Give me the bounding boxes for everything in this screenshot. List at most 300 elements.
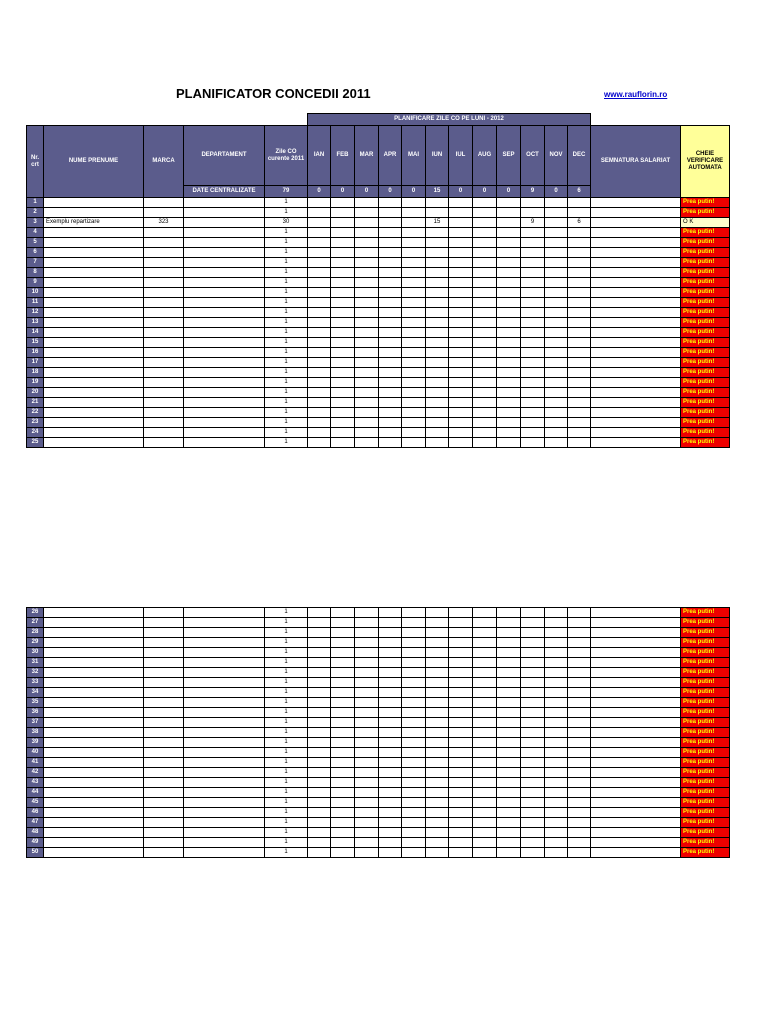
- semnatura-cell[interactable]: [591, 698, 681, 708]
- month-cell[interactable]: [521, 258, 545, 268]
- month-cell[interactable]: [449, 288, 473, 298]
- zile-co-cell[interactable]: 1: [265, 818, 308, 828]
- departament-cell[interactable]: [184, 358, 265, 368]
- semnatura-cell[interactable]: [591, 798, 681, 808]
- departament-cell[interactable]: [184, 418, 265, 428]
- month-cell[interactable]: [568, 748, 591, 758]
- month-cell[interactable]: [331, 708, 355, 718]
- zile-co-cell[interactable]: 1: [265, 758, 308, 768]
- marca-cell[interactable]: [144, 248, 184, 258]
- month-cell[interactable]: [402, 608, 426, 618]
- month-cell[interactable]: [402, 788, 426, 798]
- month-cell[interactable]: [331, 828, 355, 838]
- month-cell[interactable]: [355, 838, 379, 848]
- month-cell[interactable]: [473, 618, 497, 628]
- month-cell[interactable]: [308, 368, 331, 378]
- month-cell[interactable]: [545, 768, 568, 778]
- month-cell[interactable]: [521, 838, 545, 848]
- month-cell[interactable]: [497, 828, 521, 838]
- month-cell[interactable]: [308, 348, 331, 358]
- month-cell[interactable]: [402, 678, 426, 688]
- marca-cell[interactable]: [144, 748, 184, 758]
- zile-co-cell[interactable]: 1: [265, 278, 308, 288]
- name-cell[interactable]: [44, 248, 144, 258]
- month-cell[interactable]: [331, 688, 355, 698]
- month-cell[interactable]: [355, 628, 379, 638]
- month-cell[interactable]: [426, 338, 449, 348]
- month-cell[interactable]: [331, 298, 355, 308]
- month-cell[interactable]: [308, 678, 331, 688]
- month-cell[interactable]: [331, 328, 355, 338]
- month-cell[interactable]: [449, 778, 473, 788]
- month-cell[interactable]: [521, 728, 545, 738]
- month-cell[interactable]: [379, 438, 402, 448]
- name-cell[interactable]: [44, 348, 144, 358]
- month-cell[interactable]: [426, 778, 449, 788]
- zile-co-cell[interactable]: 1: [265, 708, 308, 718]
- month-cell[interactable]: [568, 388, 591, 398]
- month-cell[interactable]: [568, 198, 591, 208]
- marca-cell[interactable]: [144, 378, 184, 388]
- zile-co-cell[interactable]: 1: [265, 828, 308, 838]
- month-cell[interactable]: [402, 248, 426, 258]
- month-cell[interactable]: [331, 248, 355, 258]
- month-cell[interactable]: [568, 838, 591, 848]
- departament-cell[interactable]: [184, 388, 265, 398]
- month-cell[interactable]: [355, 358, 379, 368]
- month-cell[interactable]: [308, 808, 331, 818]
- month-cell[interactable]: [355, 798, 379, 808]
- month-cell[interactable]: [497, 438, 521, 448]
- month-cell[interactable]: [497, 288, 521, 298]
- zile-co-cell[interactable]: 1: [265, 288, 308, 298]
- month-cell[interactable]: [379, 378, 402, 388]
- month-cell[interactable]: [308, 668, 331, 678]
- month-cell[interactable]: [521, 288, 545, 298]
- name-cell[interactable]: [44, 608, 144, 618]
- month-cell[interactable]: [355, 248, 379, 258]
- marca-cell[interactable]: [144, 778, 184, 788]
- month-cell[interactable]: [355, 258, 379, 268]
- marca-cell[interactable]: [144, 238, 184, 248]
- month-cell[interactable]: [521, 398, 545, 408]
- month-cell[interactable]: [402, 428, 426, 438]
- month-cell[interactable]: [545, 438, 568, 448]
- month-cell[interactable]: [545, 318, 568, 328]
- zile-co-cell[interactable]: 1: [265, 778, 308, 788]
- month-cell[interactable]: [545, 838, 568, 848]
- month-cell[interactable]: [308, 758, 331, 768]
- month-cell[interactable]: [545, 788, 568, 798]
- month-cell[interactable]: [521, 738, 545, 748]
- month-cell[interactable]: [379, 798, 402, 808]
- month-cell[interactable]: [521, 368, 545, 378]
- month-cell[interactable]: [331, 758, 355, 768]
- month-cell[interactable]: [402, 698, 426, 708]
- month-cell[interactable]: [545, 238, 568, 248]
- month-cell[interactable]: [449, 798, 473, 808]
- month-cell[interactable]: [449, 678, 473, 688]
- month-cell[interactable]: [331, 618, 355, 628]
- month-cell[interactable]: [402, 708, 426, 718]
- month-cell[interactable]: [331, 768, 355, 778]
- month-cell[interactable]: [545, 328, 568, 338]
- semnatura-cell[interactable]: [591, 238, 681, 248]
- month-cell[interactable]: [473, 368, 497, 378]
- month-cell[interactable]: [473, 728, 497, 738]
- name-cell[interactable]: [44, 788, 144, 798]
- semnatura-cell[interactable]: [591, 628, 681, 638]
- month-cell[interactable]: [473, 668, 497, 678]
- month-cell[interactable]: [473, 278, 497, 288]
- month-cell[interactable]: [497, 628, 521, 638]
- month-cell[interactable]: [331, 718, 355, 728]
- month-cell[interactable]: [545, 728, 568, 738]
- name-cell[interactable]: [44, 338, 144, 348]
- month-cell[interactable]: [379, 848, 402, 858]
- month-cell[interactable]: [473, 208, 497, 218]
- month-cell[interactable]: [426, 688, 449, 698]
- month-cell[interactable]: [402, 398, 426, 408]
- zile-co-cell[interactable]: 1: [265, 628, 308, 638]
- name-cell[interactable]: [44, 438, 144, 448]
- departament-cell[interactable]: [184, 608, 265, 618]
- month-cell[interactable]: [568, 788, 591, 798]
- name-cell[interactable]: [44, 838, 144, 848]
- month-cell[interactable]: [402, 308, 426, 318]
- month-cell[interactable]: [331, 428, 355, 438]
- month-cell[interactable]: [545, 628, 568, 638]
- month-cell[interactable]: [568, 348, 591, 358]
- month-cell[interactable]: [426, 268, 449, 278]
- month-cell[interactable]: [497, 238, 521, 248]
- month-cell[interactable]: [473, 328, 497, 338]
- month-cell[interactable]: [308, 288, 331, 298]
- departament-cell[interactable]: [184, 378, 265, 388]
- month-cell[interactable]: [308, 258, 331, 268]
- month-cell[interactable]: [473, 628, 497, 638]
- month-cell[interactable]: [449, 348, 473, 358]
- month-cell[interactable]: [426, 258, 449, 268]
- name-cell[interactable]: [44, 798, 144, 808]
- marca-cell[interactable]: [144, 828, 184, 838]
- semnatura-cell[interactable]: [591, 228, 681, 238]
- month-cell[interactable]: [449, 248, 473, 258]
- month-cell[interactable]: [568, 658, 591, 668]
- marca-cell[interactable]: [144, 708, 184, 718]
- month-cell[interactable]: [355, 758, 379, 768]
- departament-cell[interactable]: [184, 348, 265, 358]
- month-cell[interactable]: [473, 408, 497, 418]
- month-cell[interactable]: [426, 708, 449, 718]
- month-cell[interactable]: [355, 708, 379, 718]
- marca-cell[interactable]: [144, 638, 184, 648]
- month-cell[interactable]: [379, 198, 402, 208]
- month-cell[interactable]: [331, 818, 355, 828]
- departament-cell[interactable]: [184, 818, 265, 828]
- month-cell[interactable]: [402, 818, 426, 828]
- month-cell[interactable]: [545, 228, 568, 238]
- month-cell[interactable]: [426, 818, 449, 828]
- month-cell[interactable]: [308, 748, 331, 758]
- month-cell[interactable]: [497, 808, 521, 818]
- month-cell[interactable]: [473, 438, 497, 448]
- month-cell[interactable]: [497, 798, 521, 808]
- month-cell[interactable]: [521, 708, 545, 718]
- month-cell[interactable]: [331, 378, 355, 388]
- departament-cell[interactable]: [184, 828, 265, 838]
- month-cell[interactable]: [521, 658, 545, 668]
- month-cell[interactable]: [521, 268, 545, 278]
- month-cell[interactable]: [568, 268, 591, 278]
- marca-cell[interactable]: [144, 618, 184, 628]
- name-cell[interactable]: [44, 318, 144, 328]
- marca-cell[interactable]: [144, 358, 184, 368]
- departament-cell[interactable]: [184, 758, 265, 768]
- month-cell[interactable]: [379, 228, 402, 238]
- departament-cell[interactable]: [184, 768, 265, 778]
- departament-cell[interactable]: [184, 408, 265, 418]
- month-cell[interactable]: [521, 428, 545, 438]
- month-cell[interactable]: [568, 318, 591, 328]
- zile-co-cell[interactable]: 1: [265, 418, 308, 428]
- departament-cell[interactable]: [184, 798, 265, 808]
- month-cell[interactable]: [497, 248, 521, 258]
- month-cell[interactable]: [497, 318, 521, 328]
- month-cell[interactable]: [497, 758, 521, 768]
- month-cell[interactable]: [379, 698, 402, 708]
- month-cell[interactable]: [473, 358, 497, 368]
- marca-cell[interactable]: [144, 418, 184, 428]
- semnatura-cell[interactable]: [591, 248, 681, 258]
- month-cell[interactable]: [449, 328, 473, 338]
- month-cell[interactable]: [545, 198, 568, 208]
- departament-cell[interactable]: [184, 338, 265, 348]
- month-cell[interactable]: [355, 728, 379, 738]
- name-cell[interactable]: [44, 748, 144, 758]
- name-cell[interactable]: [44, 278, 144, 288]
- month-cell[interactable]: [308, 388, 331, 398]
- month-cell[interactable]: [331, 198, 355, 208]
- month-cell[interactable]: [426, 428, 449, 438]
- month-cell[interactable]: [426, 358, 449, 368]
- month-cell[interactable]: [426, 678, 449, 688]
- month-cell[interactable]: [545, 658, 568, 668]
- departament-cell[interactable]: [184, 638, 265, 648]
- month-cell[interactable]: [497, 648, 521, 658]
- month-cell[interactable]: [426, 348, 449, 358]
- month-cell[interactable]: [379, 308, 402, 318]
- semnatura-cell[interactable]: [591, 758, 681, 768]
- month-cell[interactable]: [473, 638, 497, 648]
- month-cell[interactable]: [426, 718, 449, 728]
- zile-co-cell[interactable]: 1: [265, 748, 308, 758]
- month-cell[interactable]: [402, 798, 426, 808]
- month-cell[interactable]: [473, 748, 497, 758]
- month-cell[interactable]: [426, 248, 449, 258]
- month-cell[interactable]: [568, 398, 591, 408]
- name-cell[interactable]: [44, 228, 144, 238]
- month-cell[interactable]: [521, 818, 545, 828]
- month-cell[interactable]: [426, 328, 449, 338]
- semnatura-cell[interactable]: [591, 348, 681, 358]
- month-cell[interactable]: [545, 738, 568, 748]
- month-cell[interactable]: [568, 828, 591, 838]
- month-cell[interactable]: [308, 358, 331, 368]
- month-cell[interactable]: [379, 708, 402, 718]
- month-cell[interactable]: [379, 208, 402, 218]
- month-cell[interactable]: [379, 718, 402, 728]
- month-cell[interactable]: [331, 368, 355, 378]
- month-cell[interactable]: [402, 688, 426, 698]
- month-cell[interactable]: [355, 608, 379, 618]
- zile-co-cell[interactable]: 1: [265, 838, 308, 848]
- month-cell[interactable]: [545, 778, 568, 788]
- month-cell[interactable]: [379, 258, 402, 268]
- month-cell[interactable]: [497, 428, 521, 438]
- month-cell[interactable]: [473, 718, 497, 728]
- month-cell[interactable]: [308, 838, 331, 848]
- month-cell[interactable]: [568, 818, 591, 828]
- month-cell[interactable]: [402, 198, 426, 208]
- marca-cell[interactable]: [144, 348, 184, 358]
- month-cell[interactable]: [449, 298, 473, 308]
- month-cell[interactable]: [379, 608, 402, 618]
- month-cell[interactable]: [545, 818, 568, 828]
- month-cell[interactable]: [308, 608, 331, 618]
- month-cell[interactable]: [568, 208, 591, 218]
- zile-co-cell[interactable]: 1: [265, 698, 308, 708]
- month-cell[interactable]: [426, 638, 449, 648]
- month-cell[interactable]: [308, 728, 331, 738]
- name-cell[interactable]: [44, 698, 144, 708]
- month-cell[interactable]: [449, 378, 473, 388]
- marca-cell[interactable]: [144, 658, 184, 668]
- name-cell[interactable]: [44, 388, 144, 398]
- month-cell[interactable]: [308, 418, 331, 428]
- month-cell[interactable]: [521, 638, 545, 648]
- month-cell[interactable]: [497, 608, 521, 618]
- departament-cell[interactable]: [184, 398, 265, 408]
- month-cell[interactable]: [473, 378, 497, 388]
- marca-cell[interactable]: [144, 278, 184, 288]
- month-cell[interactable]: [355, 618, 379, 628]
- month-cell[interactable]: [568, 708, 591, 718]
- departament-cell[interactable]: [184, 218, 265, 228]
- month-cell[interactable]: [545, 248, 568, 258]
- name-cell[interactable]: [44, 658, 144, 668]
- month-cell[interactable]: [355, 848, 379, 858]
- month-cell[interactable]: [497, 678, 521, 688]
- month-cell[interactable]: [331, 638, 355, 648]
- name-cell[interactable]: [44, 758, 144, 768]
- month-cell[interactable]: [568, 228, 591, 238]
- month-cell[interactable]: [568, 768, 591, 778]
- month-cell[interactable]: [426, 838, 449, 848]
- month-cell[interactable]: [402, 808, 426, 818]
- marca-cell[interactable]: [144, 228, 184, 238]
- month-cell[interactable]: [331, 788, 355, 798]
- month-cell[interactable]: [308, 818, 331, 828]
- month-cell[interactable]: [473, 268, 497, 278]
- semnatura-cell[interactable]: [591, 338, 681, 348]
- zile-co-cell[interactable]: 1: [265, 788, 308, 798]
- month-cell[interactable]: [449, 808, 473, 818]
- semnatura-cell[interactable]: [591, 638, 681, 648]
- marca-cell[interactable]: [144, 288, 184, 298]
- month-cell[interactable]: [521, 358, 545, 368]
- semnatura-cell[interactable]: [591, 778, 681, 788]
- departament-cell[interactable]: [184, 258, 265, 268]
- month-cell[interactable]: [473, 828, 497, 838]
- month-cell[interactable]: [331, 418, 355, 428]
- month-cell[interactable]: [568, 438, 591, 448]
- month-cell[interactable]: [473, 608, 497, 618]
- month-cell[interactable]: [331, 678, 355, 688]
- semnatura-cell[interactable]: [591, 398, 681, 408]
- month-cell[interactable]: [308, 638, 331, 648]
- month-cell[interactable]: [402, 388, 426, 398]
- marca-cell[interactable]: [144, 408, 184, 418]
- month-cell[interactable]: [355, 328, 379, 338]
- month-cell[interactable]: [545, 298, 568, 308]
- month-cell[interactable]: [568, 378, 591, 388]
- name-cell[interactable]: [44, 258, 144, 268]
- month-cell[interactable]: [308, 218, 331, 228]
- name-cell[interactable]: [44, 728, 144, 738]
- month-cell[interactable]: [308, 408, 331, 418]
- month-cell[interactable]: [331, 278, 355, 288]
- month-cell[interactable]: [568, 248, 591, 258]
- month-cell[interactable]: [379, 218, 402, 228]
- month-cell[interactable]: [308, 398, 331, 408]
- month-cell[interactable]: [308, 278, 331, 288]
- month-cell[interactable]: [568, 628, 591, 638]
- marca-cell[interactable]: [144, 338, 184, 348]
- month-cell[interactable]: [449, 258, 473, 268]
- month-cell[interactable]: [473, 318, 497, 328]
- month-cell[interactable]: [449, 848, 473, 858]
- zile-co-cell[interactable]: 1: [265, 328, 308, 338]
- semnatura-cell[interactable]: [591, 658, 681, 668]
- semnatura-cell[interactable]: [591, 738, 681, 748]
- month-cell[interactable]: [355, 698, 379, 708]
- departament-cell[interactable]: [184, 248, 265, 258]
- month-cell[interactable]: [473, 768, 497, 778]
- semnatura-cell[interactable]: [591, 678, 681, 688]
- month-cell[interactable]: [473, 248, 497, 258]
- month-cell[interactable]: [426, 418, 449, 428]
- semnatura-cell[interactable]: [591, 848, 681, 858]
- zile-co-cell[interactable]: 1: [265, 428, 308, 438]
- month-cell[interactable]: [379, 288, 402, 298]
- month-cell[interactable]: [308, 778, 331, 788]
- month-cell[interactable]: [402, 208, 426, 218]
- month-cell[interactable]: [426, 668, 449, 678]
- zile-co-cell[interactable]: 1: [265, 718, 308, 728]
- month-cell[interactable]: [449, 708, 473, 718]
- month-cell[interactable]: [497, 708, 521, 718]
- month-cell[interactable]: [355, 738, 379, 748]
- zile-co-cell[interactable]: 1: [265, 198, 308, 208]
- month-cell[interactable]: [308, 318, 331, 328]
- name-cell[interactable]: [44, 208, 144, 218]
- month-cell[interactable]: [308, 648, 331, 658]
- name-cell[interactable]: [44, 368, 144, 378]
- departament-cell[interactable]: [184, 288, 265, 298]
- month-cell[interactable]: [473, 338, 497, 348]
- month-cell[interactable]: [449, 238, 473, 248]
